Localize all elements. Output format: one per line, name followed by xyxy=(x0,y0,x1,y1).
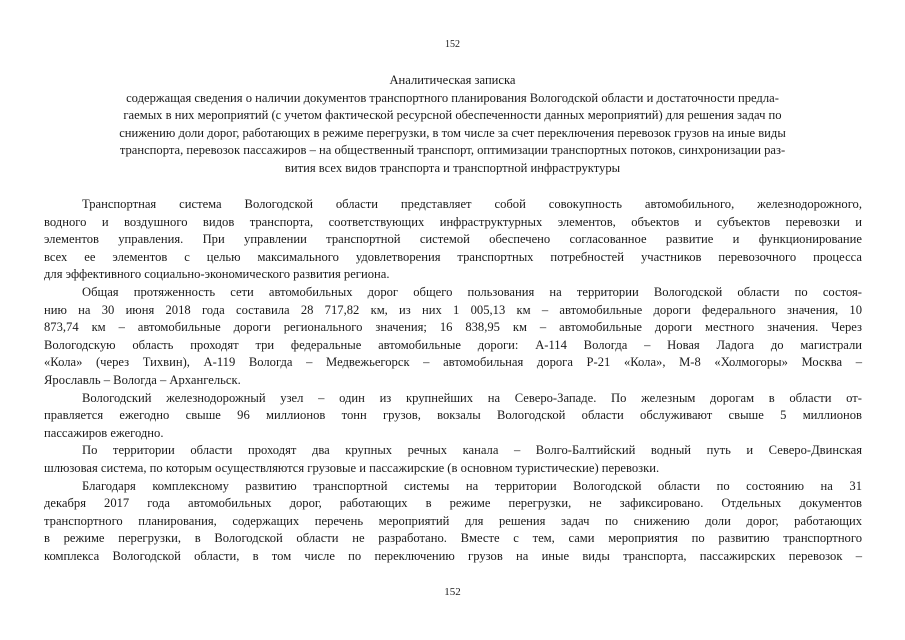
document-header xyxy=(40,72,865,178)
subtitle-line: гаемых в них мероприятий (с учетом фактической ресурсной обеспеченности данных мероприятий) для решения задач по xyxy=(123,108,782,123)
text-line: «Кола» (через Тихвин), А-119 Вологда – Медвежьегорск – автомобильная дорога Р-21 «Кола», М-8 «Холмогоры» Москва – xyxy=(44,355,862,370)
text-line: пассажиров ежегодно. xyxy=(44,425,164,440)
text-line: Благодаря комплексному развитию транспортной системы на территории Вологодской области по состоянию на 31 xyxy=(82,478,862,493)
paragraph-overload-roads xyxy=(44,478,862,566)
text-line: всех ее элементов с целью максимального удовлетворения транспортных потребностей участников перевозочного процесса xyxy=(44,249,862,264)
page-number-bottom: 152 xyxy=(444,586,461,598)
text-line: водного и воздушного видов транспорта, соответствующих инфраструктурных элементов, объектов и субъектов перевозки и xyxy=(44,214,862,229)
text-line: шлюзовая система, по которым осуществляются грузовые и пассажирские (в основном туристические) перевозки. xyxy=(44,460,660,475)
subtitle-line: вития всех видов транспорта и транспортной инфраструктуры xyxy=(284,160,621,175)
subtitle-line: снижению доли дорог, работающих в режиме перегрузки, в том числе за счет переключения перевозок грузов на иные виды xyxy=(119,125,786,140)
paragraph-waterways xyxy=(44,442,862,477)
text-line: в режиме перегрузки, в Вологодской области не разработано. Вместе с тем, сами мероприятия по развитию транспортного xyxy=(44,531,862,546)
text-line: элементов управления. При управлении транспортной системой обеспечено согласованное развитие и функционирование xyxy=(44,232,862,247)
page-number-top: 152 xyxy=(445,39,460,50)
text-line: нию на 30 июня 2018 года составила 28 717,82 км, из них 1 005,13 км – автомобильные дороги федерального значения, 10 xyxy=(44,302,862,317)
subtitle-line: транспорта, перевозок пассажиров – на общественный транспорт, оптимизации транспортных потоков, синхронизации раз- xyxy=(119,143,786,158)
text-line: Общая протяженность сети автомобильных дорог общего пользования на территории Вологодской области по состоя- xyxy=(82,284,862,299)
text-line: Вологодскую область проходят три федеральные автомобильные дороги: А-114 Вологда – Новая Ладога до магистрали xyxy=(44,337,862,352)
text-line: транспортного планирования, содержащих перечень мероприятий для решения задач по снижению доли дорог, работающих xyxy=(44,513,862,528)
document-title: Аналитическая записка xyxy=(389,73,516,87)
text-line: Транспортная система Вологодской области представляет собой совокупность автомобильного, железнодорожного, xyxy=(82,197,862,211)
text-line: правляется ежегодно свыше 96 миллионов тонн грузов, вокзалы Вологодской области обслуживают свыше 5 миллионов xyxy=(44,408,862,423)
text-line: Вологодский железнодорожный узел – один из крупнейших на Северо-Западе. По железным дорогам в области от- xyxy=(82,390,862,405)
text-line: Ярославль – Вологда – Архангельск. xyxy=(44,372,241,387)
paragraph-road-network xyxy=(44,284,862,390)
text-line: декабря 2017 года автомобильных дорог, работающих в режиме перегрузки, не зафиксировано. Отдельных документов xyxy=(44,496,862,511)
paragraph-railway xyxy=(44,390,862,443)
text-line: 873,74 км – автомобильные дороги регионального значения; 16 838,95 км – автомобильные дороги местного значения. Через xyxy=(44,320,862,335)
subtitle-line: содержащая сведения о наличии документов транспортного планирования Вологодской области и достаточности предла- xyxy=(126,90,779,105)
text-line: для эффективного социально-экономического развития региона. xyxy=(44,267,390,282)
text-line: комплекса Вологодской области, в том числе по переключению грузов на иные виды транспорта, пассажирских перевозок – xyxy=(44,548,862,563)
text-line: По территории области проходят два крупных речных канала – Волго-Балтийский водный путь и Северо-Двинская xyxy=(82,443,862,458)
document-body xyxy=(44,196,862,565)
paragraph-transport-system xyxy=(44,196,862,284)
